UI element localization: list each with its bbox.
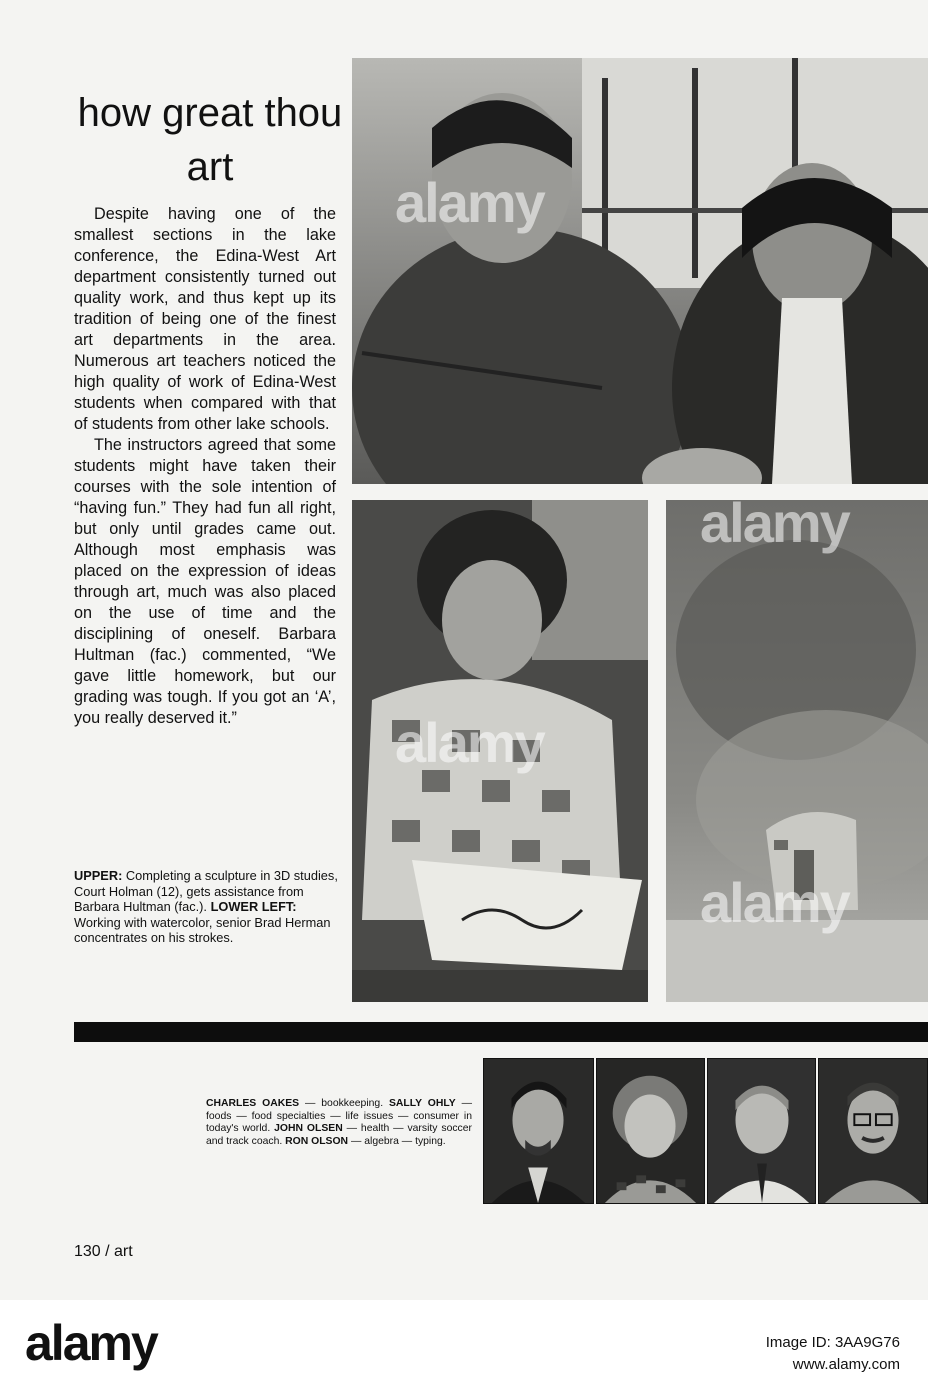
article-body	[74, 204, 336, 729]
caption-lower-label: LOWER LEFT:	[210, 899, 297, 914]
page-folio: 130 / art	[74, 1243, 133, 1260]
staff-desc-2: — foods — food specialties — life issues — consumer in today's world.	[206, 1098, 473, 1134]
article-paragraph-1: Despite having one of the smallest sections in the lake conference, the Edina-West Art department consistently turned out quality work, and thus kept up its tradition of being one of the finest art departments in the area. Numerous art teachers noticed the high quality of work of Edina-West students when compared with that of students from other lake schools.	[74, 205, 336, 433]
caption-upper-text: Completing a sculpture in 3D studies, Court Holman (12), gets assistance from Barbara Hultman (fac.).	[74, 868, 338, 914]
photo-caption	[74, 868, 340, 946]
footer-info	[766, 1332, 900, 1376]
bleed-through-text	[380, 10, 920, 50]
staff-desc-1: — bookkeeping.	[299, 1098, 389, 1109]
portrait-charles-oakes	[483, 1058, 594, 1204]
watermark: alamy	[395, 711, 544, 774]
photo-sculpture-class	[352, 58, 928, 484]
site-url: www.alamy.com	[792, 1356, 900, 1373]
watermark: alamy	[395, 171, 544, 234]
alamy-logo: alamy	[25, 1315, 157, 1371]
staff-caption	[206, 1098, 472, 1148]
staff-name-4: RON OLSON	[285, 1135, 349, 1147]
staff-name-2: SALLY OHLY	[388, 1098, 456, 1109]
caption-lower-text: Working with watercolor, senior Brad Herman concentrates on his strokes.	[74, 914, 331, 945]
portrait-sally-ohly	[596, 1058, 705, 1204]
image-id: Image ID: 3AA9G76	[765, 1334, 900, 1351]
watermark: alamy	[700, 871, 849, 934]
staff-name-3: JOHN OLSEN	[274, 1123, 343, 1134]
stock-footer	[0, 1300, 928, 1390]
caption-upper-label: UPPER:	[74, 868, 123, 883]
portrait-john-olsen	[707, 1058, 816, 1204]
staff-desc-4: — algebra — typing.	[348, 1135, 446, 1147]
page-title: how great thou art	[77, 91, 343, 189]
staff-desc-3: — health — varsity soccer and track coach.	[206, 1123, 472, 1147]
divider-bar	[74, 1022, 928, 1042]
watermark: alamy	[700, 491, 849, 554]
staff-name-1: CHARLES OAKES	[206, 1098, 300, 1109]
portrait-ron-olson	[818, 1058, 928, 1204]
article-paragraph-2: The instructors agreed that some students might have taken their courses with the sole intention of “having fun.” They had fun all right, but only until grades came out. Although most emphasis was placed on the expression of ideas through art, much was also placed on the use of time and the disciplining of oneself. Barbara Hultman (fac.) commented, “We gave little homework, but our grading was tough. If you got an ‘A’, you really deserved it.”	[74, 436, 336, 727]
